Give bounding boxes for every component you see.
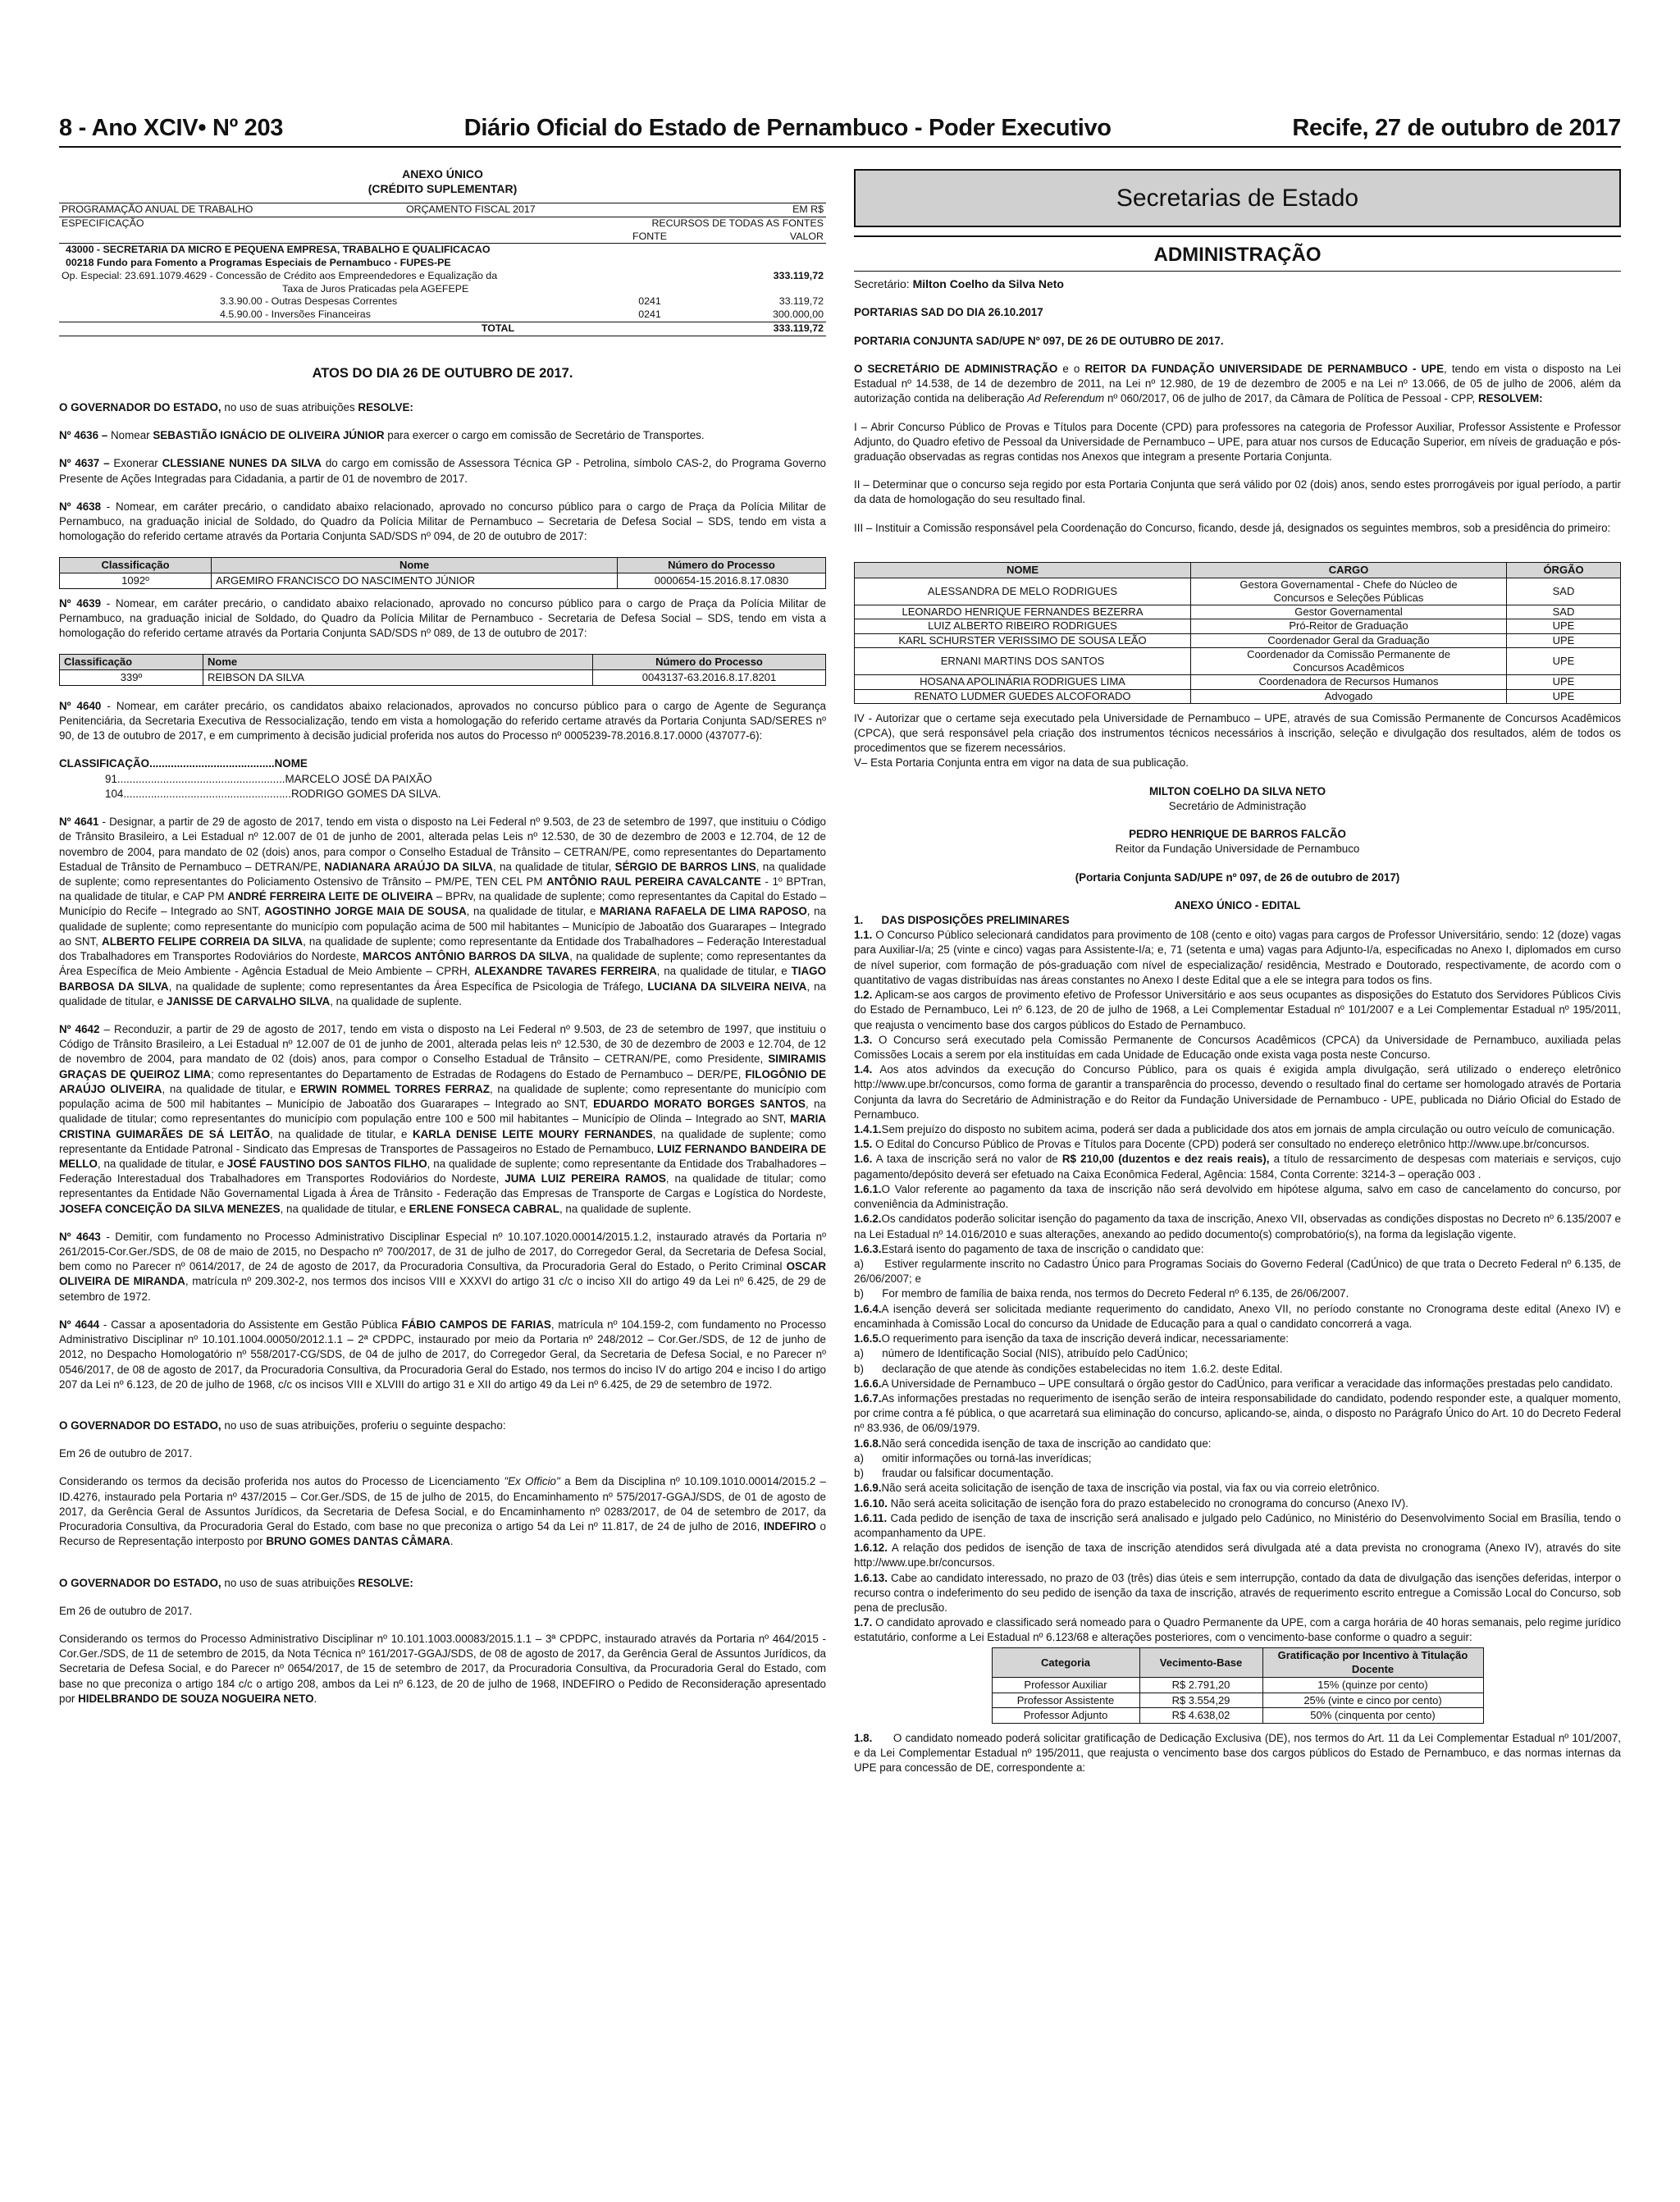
ato-4638-table: Classificação Nome Número do Processo 1092º ARGEMIRO FRANCISCO DO NASCIMENTO JÚNIOR 0000654-15.2016.8.17.0830 — [59, 557, 826, 588]
comissao-row: ALESSANDRA DE MELO RODRIGUES Gestora Governamental - Chefe do Núcleo de Concursos e Seleções Públicas SAD — [855, 578, 1621, 605]
despacho-2: Considerando os termos do Processo Administrativo Disciplinar nº 10.101.1003.00083/2015.1.1 – 3ª CPDPC, instaurado através da Portaria nº 464/2015 - Cor.Ger./SDS, de 11 de setembro de 2015, da Nota Técnica nº 161/2017-GGAJ/SDS, de 08 de agosto de 2017, da Gerência Geral de Assuntos Jurídicos, da Secretaria de Defesa Social, e do Parecer nº 0654/2017, de 15 de setembro de 2017, da Procuradoria Consultiva, da Procuradoria Geral do Estado, com base no que preconiza o artigo 184 c/c o artigo 208, ambos da Lei nº 6.123, de 20 de julho de 1968, INDEFIRO o Pedido de Reconsideração apresentado por HIDELBRANDO DE SOUZA NOGUEIRA NETO. — [59, 1632, 826, 1705]
vencimento-row: Professor Assistente R$ 3.554,29 25% (vinte e cinco por cento) — [992, 1693, 1483, 1708]
budget-table — [59, 203, 826, 336]
ato-4640: Nº 4640 - Nomear, em caráter precário, os candidatos abaixo relacionados, aprovados no concurso público para o cargo de Agente de Segurança Penitenciária, da Secretaria Executiva de Ressocialização, tendo em vista a homologação do referido certame através da Portaria Conjunta SAD/SERES nº 90, de 13 de outubro de 2017, e em cumprimento à decisão judicial proferida nos autos do Processo nº 0005239-78.2016.8.17.0000 (437077-6): — [59, 699, 826, 742]
portarias-dia: PORTARIAS SAD DO DIA 26.10.2017 — [854, 306, 1043, 319]
ato-4637: Nº 4637 – Exonerar CLESSIANE NUNES DA SILVA do cargo em comissão de Assessora Técnica GP - Petrolina, símbolo CAS-2, do Programa Governo Presente de Ações Integradas para Cidadania, a partir de 01 de novembro de 2017. — [59, 457, 826, 485]
item-1-6-12: 1.6.12. A relação dos pedidos de isenção de taxa de inscrição atendidos será divulgada até a data prevista no cronograma (Anexo IV), através do site http://www.upe.br/concursos. — [854, 1542, 1621, 1569]
budget-header-em: EM R$ — [792, 203, 824, 215]
item-1-5: 1.5. O Edital do Concurso Público de Provas e Títulos para Docente (CPD) poderá ser consultado no endereço eletrônico http://www.upe.br/concursos. — [854, 1138, 1590, 1151]
atos-title: ATOS DO DIA 26 DE OUTUBRO DE 2017. — [312, 365, 573, 381]
item-ii: II – Determinar que o concurso seja regido por esta Portaria Conjunta que será válido por 02 (dois) anos, sendo estes prorrogáveis por igual período, a partir da data de homologação do seu resultado final. — [854, 478, 1621, 506]
page — [59, 115, 1628, 1776]
classificacao-header: CLASSIFICAÇÃO.........................................NOME — [59, 757, 308, 770]
anexo-title-line2: (CRÉDITO SUPLEMENTAR) — [368, 181, 518, 195]
budget-header-valor: VALOR — [789, 230, 824, 242]
anexo-title-line1: ANEXO ÚNICO — [402, 167, 483, 180]
gov2-paragraph: O GOVERNADOR DO ESTADO, no uso de suas atribuições, proferiu o seguinte despacho: — [59, 1419, 506, 1432]
item-1-6-11: 1.6.11. Cada pedido de isenção de taxa de inscrição será analisado e julgado pelo Cadúnico, no Ministério do Desenvolvimento Social em Brasília, tendo o acompanhamento da UPE. — [854, 1511, 1621, 1539]
ato-4643: Nº 4643 - Demitir, com fundamento no Processo Administrativo Disciplinar Especial nº 10.107.1020.00014/2015.1.2, instaurado através da Portaria nº 261/2015-Cor.Ger./SDS, de 08 de maio de 2015, no Despacho nº 700/2017, de 31 de julho de 2017, do Corregedor Geral, da Secretaria de Defesa Social, bem como no Parecer nº 0614/2017, de 24 de agosto de 2017, da Procuradoria Consultiva, da Procuradoria Geral do Estado, o Perito Criminal OSCAR OLIVEIRA DE MIRANDA, matrícula nº 209.302-2, nos termos dos incisos VIII e XXXVI do artigo 31 c/c o inciso XII do artigo 49 da Lei nº 6.425, de 29 de setembro de 1972. — [59, 1230, 827, 1303]
right-column — [854, 167, 1628, 1776]
vencimento-row: Professor Adjunto R$ 4.638,02 50% (cinquenta por cento) — [992, 1708, 1483, 1724]
despacho-1: Considerando os termos da decisão proferida nos autos do Processo de Licenciamento "Ex Officio" a Bem da Disciplina nº 10.109.1010.00014/2015.2 – ID.4276, instaurado pela Portaria nº 437/2015 – Cor.Ger./SDS, de 15 de julho de 2015, do Encaminhamento nº 575/2017-GGAJ/SDS, de 01 de agosto de 2017, da Gerência Geral de Assuntos Jurídicos, da Secretaria de Defesa Social, e do Encaminhamento nº 0283/2017, de 04 de setembro de 2017, da Procuradoria Consultiva, da Procuradoria Geral do Estado, com base no que preconiza o artigo 54 da Lei nº 11.817, de 24 de julho de 2016, INDEFIRO o Recurso de Representação interposto por BRUNO GOMES DANTAS CÂMARA. — [59, 1475, 827, 1548]
item-1-6-5-a: a) número de Identificação Social (NIS), atribuído pelo CadÚnico; — [854, 1347, 1189, 1360]
budget-header-prog: PROGRAMAÇÃO ANUAL DE TRABALHO — [62, 203, 253, 215]
budget-total-label: TOTAL — [481, 322, 515, 334]
comissao-table: NOME CARGO ÓRGÃO ALESSANDRA DE MELO RODRIGUES Gestora Governamental - Chefe do Núcleo de Concursos e Seleções Públicas SAD LEONARDO HENRIQUE FERNANDES BEZERRA Gestor Governamental SAD LUIZ ALBERTO RIBEIRO RODRIGUES Pró-Reitor de Graduação UPE KARL SCHURSTER VERISSIMO DE SOUSA LEÃO Coordenador Geral da Graduação UPE ERNANI MARTINS DOS SANTOS Coordenador da Comissão Permanente de Concursos Acadêmicos UPE HOSANA APOLINÁRIA RODRIGUES LIMA Coordenadora de Recursos Humanos UPE RENATO LUDMER GUEDES ALCOFORADO Advogado UPE — [854, 562, 1621, 704]
budget-header-esp: ESPECIFICAÇÃO — [62, 217, 144, 229]
left-column — [59, 167, 826, 1776]
ato-4644: Nº 4644 - Cassar a aposentadoria do Assistente em Gestão Pública FÁBIO CAMPOS DE FARIAS, matrícula nº 104.159-2, com fundamento no Processo Administrativo Disciplinar nº 10.101.1004.00050/2012.1.1 – 2ª CPDPC, instaurado por meio da Portaria nº 248/2012 – Cor.Ger./SDS, de 12 de junho de 2012, no Despacho Homologatório nº 558/2017-CG/SDS, de 04 de julho de 2017, do Corregedor Geral, da Secretaria de Defesa Social, e no Parecer nº 0546/2017, de 08 de agosto de 2017, da Procuradoria Consultiva, da Procuradoria Geral do Estado, nos termos do inciso IV do artigo 204 e inciso I do artigo 207 da Lei nº 6.123, de 20 de julho de 1968, c/c os incisos VIII e XLVIII do artigo 31 e XII do artigo 49 da Lei nº 6.425, de 29 de setembro de 1972. — [59, 1318, 826, 1391]
item-1-6-1: 1.6.1.O Valor referente ao pagamento da taxa de inscrição não será devolvido em hipótese alguma, salvo em caso de cancelamento do concurso, por conveniência da Administração. — [854, 1182, 1621, 1211]
item-1-6-8-b: b) fraudar ou falsificar documentação. — [854, 1467, 1054, 1480]
comissao-row: LEONARDO HENRIQUE FERNANDES BEZERRA Gestor Governamental SAD — [855, 605, 1621, 619]
anexo-edital-title: ANEXO ÚNICO - EDITAL — [1174, 898, 1301, 911]
budget-total-valor: 333.119,72 — [773, 322, 824, 334]
budget-secretaria: 43000 - SECRETARIA DA MICRO E PEQUENA EMPRESA, TRABALHO E QUALIFICACAO — [66, 244, 491, 256]
ato-4636: Nº 4636 – Nomear SEBASTIÃO IGNÁCIO DE OLIVEIRA JÚNIOR para exercer o cargo em comissão de Secretário de Transportes. — [59, 429, 705, 442]
item-1-4: 1.4. Aos atos advindos da execução do Concurso Público, para os quais é exigida ampla divulgação, será utilizado o endereço eletrônico http://www.upe.br/concursos, como forma de garantir a transparência do processo, devendo o resultado final do certame ser homologado através de Portaria Conjunta da lavra do Secretário de Administração e do Reitor da Fundação Universidade de Pernambuco - UPE, publicada no Diário Oficial do Estado de Pernambuco. — [854, 1063, 1621, 1121]
item-i: I – Abrir Concurso Público de Provas e Títulos para Docente (CPD) para professores na categoria de Professor Auxiliar, Professor Assistente e Professor Adjunto, do Quadro efetivo de Pessoal da Universidade de Pernambuco – UPE, para atuar nos cursos de Educação Superior, em níveis de graduação e pós-graduação observadas as regras contidas nos Anexos que integram a presente Portaria Conjunta. — [854, 420, 1621, 463]
comissao-row: LUIZ ALBERTO RIBEIRO RODRIGUES Pró-Reitor de Graduação UPE — [855, 619, 1621, 633]
despacho-date-1: Em 26 de outubro de 2017. — [59, 1447, 193, 1460]
item-1-6-5: 1.6.5.O requerimento para isenção da taxa de inscrição deverá indicar, necessariamente: — [854, 1332, 1289, 1345]
budget-line-inversoes: 4.5.90.00 - Inversões Financeiras — [220, 308, 371, 320]
item-1-6-7: 1.6.7.As informações prestadas no requerimento de isenção serão de inteira responsabilidade do candidato, podendo responder este, a qualquer momento, por crime contra a fé pública, o que acarretará sua eliminação do concurso, aplicando-se, ainda, o disposto no Parágrafo Único do Art. 10 do Decreto Federal nº 83.936, de 06/09/1979. — [854, 1391, 1621, 1435]
item-1-6-5-b: b) declaração de que atende às condições estabelecidas no item 1.6.2. deste Edital. — [854, 1362, 1283, 1375]
item-1-6: 1.6. A taxa de inscrição será no valor de R$ 210,00 (duzentos e dez reais reais), a título de ressarcimento de despesas com materiais e serviços, cujo pagamento/depósito deverá ser efetuado na Caixa Econômica Federal, Agência: 1584, Conta Corrente: 3214-3 – operação 003 . — [854, 1153, 1621, 1181]
item-1-7: 1.7. O candidato aprovado e classificado será nomeado para o Quadro Permanente da UPE, com a carga horária de 40 horas semanais, pelo regime jurídico estatutário, conforme a Lei Estadual nº 6.123/68 e alterações posteriores, com o vencimento-base conforme o quadro a seguir: — [854, 1616, 1621, 1644]
comissao-row: KARL SCHURSTER VERISSIMO DE SOUSA LEÃO Coordenador Geral da Graduação UPE — [855, 633, 1621, 647]
portaria-intro: O SECRETÁRIO DE ADMINISTRAÇÃO e o REITOR DA FUNDAÇÃO UNIVERSIDADE DE PERNAMBUCO - UPE, tendo em vista o disposto na Lei Estadual nº 14.538, de 14 de dezembro de 2011, na Lei nº 12.980, de 19 de dezembro de 2005 e na Lei nº 13.066, de 05 de julho de 2006, além da autorização contida na deliberação Ad Referendum nº 060/2017, 06 de julho de 2017, da Câmara de Política de Pessoal - CPP, RESOLVEM: — [854, 362, 1621, 405]
masthead-date: Recife, 27 de outubro de 2017 — [1292, 115, 1621, 141]
budget-line-inversoes-fonte: 0241 — [638, 308, 661, 320]
budget-line-despesas-fonte: 0241 — [638, 295, 661, 308]
item-1-6-8-a: a) omitir informações ou torná-las inverídicas; — [854, 1451, 1092, 1464]
item-1-6-3-b: b) For membro de família de baixa renda, nos termos do Decreto Federal nº 6.135, de 26/06/2007. — [854, 1287, 1349, 1300]
masthead — [59, 116, 1621, 148]
item-1-8: 1.8. O candidato nomeado poderá solicitar gratificação de Dedicação Exclusiva (DE), nos termos do Art. 11 da Lei Complementar Estadual nº 101/2007, e da Lei Complementar Estadual nº 195/2011, que reajusta o vencimento base dos cargos públicos do Estado de Pernambuco, e das normas internas da UPE para concessão de DE, correspondente a: — [854, 1732, 1628, 1775]
portaria-conjunta: PORTARIA CONJUNTA SAD/UPE Nº 097, DE 26 DE OUTUBRO DE 2017. — [854, 334, 1224, 347]
classificacao-item: 91.......................................................MARCELO JOSÉ DA PAIXÃO — [105, 772, 432, 785]
item-1-4-1: 1.4.1.Sem prejuízo do disposto no subitem acima, poderá ser dada a publicidade dos atos em jornais de ampla circulação ou outro veículo de comunicação. — [854, 1123, 1615, 1136]
item-1-6-3: 1.6.3.Estará isento do pagamento de taxa de inscrição o candidato que: — [854, 1242, 1204, 1255]
masthead-edition: 8 - Ano XCIV• Nº 203 — [59, 115, 284, 141]
gov3-paragraph: O GOVERNADOR DO ESTADO, no uso de suas atribuições RESOLVE: — [59, 1576, 413, 1589]
comissao-row: HOSANA APOLINÁRIA RODRIGUES LIMA Coordenadora de Recursos Humanos UPE — [855, 675, 1621, 689]
ato-4642: Nº 4642 – Reconduzir, a partir de 29 de agosto de 2017, tendo em vista o disposto na Lei Federal nº 9.503, de 23 de setembro de 1997, que instituiu o Código de Trânsito Brasileiro, a Lei Estadual nº 12.007 de 01 de junho de 2001, alterada pelas leis nº 12.530, de 30 de dezembro de 2003 e 12.704, de 12 de novembro de 2004, para mandato de 02 (dois) anos, para compor o Conselho Estadual de Trânsito – CETRAN/PE, como Presidente, SIMIRAMIS GRAÇAS DE QUEIROZ LIMA; como representantes do Departamento de Estradas de Rodagens do Estado de Pernambuco – DER/PE, FILOGÔNIO DE ARAÚJO OLIVEIRA, na qualidade de titular, e ERWIN ROMMEL TORRES FERRAZ, na qualidade de suplente; como representante do município com população acima de 500 mil habitantes – Município de Jaboatão dos Guararapes – Integrado ao SNT, EDUARDO MORATO BORGES SANTOS, na qualidade de titular; como representantes do município com população entre 100 e 500 mil habitantes – Município de Olinda – Integrado ao SNT, MARIA CRISTINA GUIMARÃES DE SÁ LEITÃO, na qualidade de titular, e KARLA DENISE LEITE MOURY FERNANDES, na qualidade de suplente; como representante da Entidade Patronal - Sindicato das Empresas de Transportes de Passageiros no Estado de Pernambuco, LUIZ FERNANDO BANDEIRA DE MELLO, na qualidade de titular, e JOSÉ FAUSTINO DOS SANTOS FILHO, na qualidade de suplente; como representante da Entidade dos Trabalhadores – Federação Interestadual dos Trabalhadores em Transportes Rodoviários do Nordeste, JUMA LUIZ PEREIRA RAMOS, na qualidade de titular; como representantes da Entidade Não Governamental Ligada à Área de Trânsito - Federação das Empresas de Transporte de Cargas e Logística do Nordeste, JOSEFA CONCEIÇÃO DA SILVA MENEZES, na qualidade de titular, e ERLENE FONSECA CABRAL, na qualidade de suplente. — [59, 1022, 827, 1215]
item-1-6-4: 1.6.4.A isenção deverá ser solicitada mediante requerimento do candidato, Anexo VII, no período constante no Cronograma deste edital (Anexo IV) e encaminhada à Comissão Local do concurso da Unidade de Educação para a qual o candidato concorrerá a vaga. — [854, 1302, 1621, 1330]
budget-op-especial-cont: Taxa de Juros Praticadas pela AGEFEPE — [282, 282, 469, 295]
budget-header-orc: ORÇAMENTO FISCAL 2017 — [406, 203, 536, 215]
comissao-row: RENATO LUDMER GUEDES ALCOFORADO Advogado UPE — [855, 689, 1621, 703]
classificacao-list — [59, 756, 826, 802]
budget-header-rec: RECURSOS DE TODAS AS FONTES — [651, 217, 824, 229]
ato-4639-table: Classificação Nome Número do Processo 339º REIBSON DA SILVA 0043137-63.2016.8.17.8201 — [59, 654, 826, 685]
budget-fundo: 00218 Fundo para Fomento a Programas Especiais de Pernambuco - FUPES-PE — [66, 257, 451, 268]
item-1-6-3-a: a) Estiver regularmente inscrito no Cadastro Único para Programas Sociais do Governo Federal (CadÚnico) de que trata o Decreto Federal nº 6.135, de 26/06/2007; e — [854, 1258, 1624, 1286]
budget-op-valor: 333.119,72 — [773, 269, 824, 281]
edital-reference: (Portaria Conjunta SAD/UPE nº 097, de 26 de outubro de 2017) — [1075, 870, 1400, 884]
budget-line-despesas-valor: 33.119,72 — [778, 295, 824, 308]
item-1-6-6: 1.6.6.A Universidade de Pernambuco – UPE consultará o órgão gestor do CadÚnico, para verificar a veracidade das informações prestadas pelo candidato. — [854, 1377, 1614, 1390]
vencimento-table: Categoria Vecimento-Base Gratificação por Incentivo à Titulação Docente Professor Auxiliar R$ 2.791,20 15% (quinze por cento) Professor Assistente R$ 3.554,29 25% (vinte e cinco por cento) Professor Adjunto R$ 4.638,02 50% (cinquenta por cento) — [992, 1647, 1484, 1724]
ato-4639: Nº 4639 - Nomear, em caráter precário, o candidato abaixo relacionado, aprovado no concurso público para o cargo de Praça da Polícia Militar de Pernambuco, na graduação inicial de Soldado, do Quadro da Polícia Militar de Pernambuco - Secretaria de Defesa Social – SDS, tendo em vista a homologação do referido certame através da Portaria Conjunta SAD/SDS nº 089, de 13 de outubro de 2017: — [59, 596, 826, 640]
masthead-title: Diário Oficial do Estado de Pernambuco - Poder Executivo — [463, 115, 1112, 141]
item-iii: III – Instituir a Comissão responsável pela Coordenação do Concurso, ficando, desde já, designados os seguintes membros, sob a presidência do primeiro: — [854, 521, 1611, 534]
item-1-6-8: 1.6.8.Não será concedida isenção de taxa de inscrição ao candidato que: — [854, 1437, 1212, 1450]
classificacao-item: 104.......................................................RODRIGO GOMES DA SILVA. — [105, 787, 441, 800]
despacho-date-2: Em 26 de outubro de 2017. — [59, 1604, 193, 1617]
item-1-6-2: 1.6.2.Os candidatos poderão solicitar isenção do pagamento da taxa de inscrição, Anexo VII, observadas as condições dispostas no Decreto nº 6.135/2007 e na Lei Estadual nº 14.016/2010 e suas alterações, anexando ao pedido documento(s) comprobatório(s), na forma da legislação vigente. — [854, 1213, 1621, 1240]
section-1-title: 1. DAS DISPOSIÇÕES PRELIMINARES — [854, 913, 1070, 926]
budget-op-especial: Op. Especial: 23.691.1079.4629 - Concessão de Crédito aos Empreendedores e Equalização da — [62, 269, 498, 281]
budget-line-despesas: 3.3.90.00 - Outras Despesas Correntes — [220, 295, 398, 308]
budget-header-fonte: FONTE — [632, 230, 667, 242]
item-iv: IV - Autorizar que o certame seja executado pela Universidade de Pernambuco – UPE, através de sua Comissão Permanente de Concursos Acadêmicos (CPCA), que será responsável pela criação dos instrumentos técnicos necessários à inscrição, seleção e divulgação dos resultados, além de todos os procedimentos que se fizerem necessários. — [854, 711, 1621, 755]
secretarias-banner: Secretarias de Estado — [854, 169, 1621, 227]
item-1-1: 1.1. O Concurso Público selecionará candidatos para provimento de 108 (cento e oito) vagas para cargos de Professor Universitário, sendo: 12 (doze) vagas para Auxiliar-I/a; 25 (vinte e cinco) vagas para Assistente-I/a; e, 71 (setenta e uma) vagas para Adjunto-I/a, especificadas no Anexo I, diplomados em curso de nível superior, com formação de pós-graduação com nível de especialização/ residência, Mestrado e Doutorado, respectivamente, de acordo com o quantitativo de vagas distribuídas nas áreas constantes no Anexo I deste Edital que a ele se integra para todos os fins. — [854, 929, 1621, 986]
signature-2: PEDRO HENRIQUE DE BARROS FALCÃO Reitor da Fundação Universidade de Pernambuco — [1115, 828, 1360, 856]
item-v: V– Esta Portaria Conjunta entra em vigor na data de sua publicação. — [854, 756, 1189, 770]
ato-4638: Nº 4638 - Nomear, em caráter precário, o candidato abaixo relacionado, aprovado no concurso público para o cargo de Praça da Polícia Militar de Pernambuco, na graduação inicial de Soldado, do Quadro da Polícia Militar de Pernambuco – Secretaria de Defesa Social – SDS, tendo em vista a homologação do referido certame através da Portaria Conjunta SAD/SDS nº 094, de 20 de outubro de 2017: — [59, 500, 826, 543]
secretario-line: Secretário: Milton Coelho da Silva Neto — [854, 271, 1621, 292]
section-administracao: ADMINISTRAÇÃO — [1153, 243, 1322, 266]
vencimento-row: Professor Auxiliar R$ 2.791,20 15% (quinze por cento) — [992, 1678, 1483, 1693]
item-1-6-10: 1.6.10. Não será aceita solicitação de isenção fora do prazo estabelecido no cronograma do concurso (Anexo IV). — [854, 1496, 1408, 1510]
item-1-3: 1.3. O Concurso será executado pela Comissão Permanente de Concursos Acadêmicos (CPCA) da Universidade de Pernambuco, auxiliada pelas Comissões Locais a serem por ela instituídas em cada Unidade de Educação onde exista vaga posta neste Concurso. — [854, 1033, 1621, 1061]
ato-4641: Nº 4641 - Designar, a partir de 29 de agosto de 2017, tendo em vista o disposto na Lei Federal nº 9.503, de 23 de setembro de 1997, que instituiu o Código de Trânsito Brasileiro, a Lei Estadual nº 12.007 de 01 de junho de 2001, alterada pelas Leis nº 12.530, de 30 de dezembro de 2003 e 12.704, de 12 de novembro de 2004, para mandato de 02 (dois) anos, para compor o Conselho Estadual de Trânsito – CETRAN/PE, como representantes do Departamento Estadual de Trânsito de Pernambuco – DETRAN/PE, NADIANARA ARAÚJO DA SILVA, na qualidade de titular, SÉRGIO DE BARROS LINS, na qualidade de suplente; como representantes do Policiamento Ostensivo de Trânsito – PM/PE, TEN CEL PM ANTÔNIO RAUL PEREIRA CAVALCANTE - 1º BPTran, na qualidade de titular, e CAP PM ANDRÉ FERREIRA LEITE DE OLIVEIRA – BPRv, na qualidade de suplente; como representantes da Capital do Estado – Município do Recife – Integrado ao SNT, AGOSTINHO JORGE MAIA DE SOUSA, na qualidade de titular, e MARIANA RAFAELA DE LIMA RAPOSO, na qualidade de suplente; como representante do município com população acima de 500 mil habitantes – Município de Jaboatão dos Guararapes – Integrado ao SNT, ALBERTO FELIPE CORREIA DA SILVA, na qualidade de suplente; como representante da Entidade dos Trabalhadores – Federação Interestadual dos Trabalhadores em Transportes Rodoviários do Nordeste, MARCOS ANTÔNIO BARROS DA SILVA, na qualidade de suplente; como representantes da Área Específica de Meio Ambiente - Agência Estadual de Meio Ambiente – CPRH, ALEXANDRE TAVARES FERREIRA, na qualidade de titular, e TIAGO BARBOSA DA SILVA, na qualidade de suplente; como representantes da Área Específica de Psicologia de Tráfego, LUCIANA DA SILVEIRA NEIVA, na qualidade de titular, e JANISSE DE CARVALHO SILVA, na qualidade de suplente. — [59, 815, 827, 1007]
item-1-6-13: 1.6.13. Cabe ao candidato interessado, no prazo de 03 (três) dias úteis e sem interrupção, contado da data de divulgação das isenções deferidas, interpor o recurso contra o indeferimento do seu pedido de isenção da taxa de inscrição, através de requerimento escrito entregue a Comissão Local do Concurso, sob pena de preclusão. — [854, 1571, 1621, 1615]
anexo-title — [59, 167, 826, 196]
gov1-paragraph: O GOVERNADOR DO ESTADO, no uso de suas atribuições RESOLVE: — [59, 400, 413, 413]
signature-1: MILTON COELHO DA SILVA NETO Secretário de Administração — [1149, 784, 1326, 812]
item-1-6-9: 1.6.9.Não será aceita solicitação de isenção de taxa de inscrição via postal, via fax ou via correio eletrônico. — [854, 1482, 1380, 1495]
comissao-row: ERNANI MARTINS DOS SANTOS Coordenador da Comissão Permanente de Concursos Acadêmicos UPE — [855, 647, 1621, 675]
budget-line-inversoes-valor: 300.000,00 — [772, 308, 824, 320]
item-1-2: 1.2. Aplicam-se aos cargos de provimento efetivo de Professor Universitário e aos seus ocupantes as disposições do Estatuto dos Servidores Públicos Civis do Estado de Pernambuco, Lei nº 6.123, de 20 de julho de 1968, a Lei Complementar Estadual nº 101/2007 e a Lei Complementar Estadual nº 195/2011, que reajusta o vencimento base dos cargos públicos do Estado de Pernambuco. — [854, 989, 1621, 1031]
